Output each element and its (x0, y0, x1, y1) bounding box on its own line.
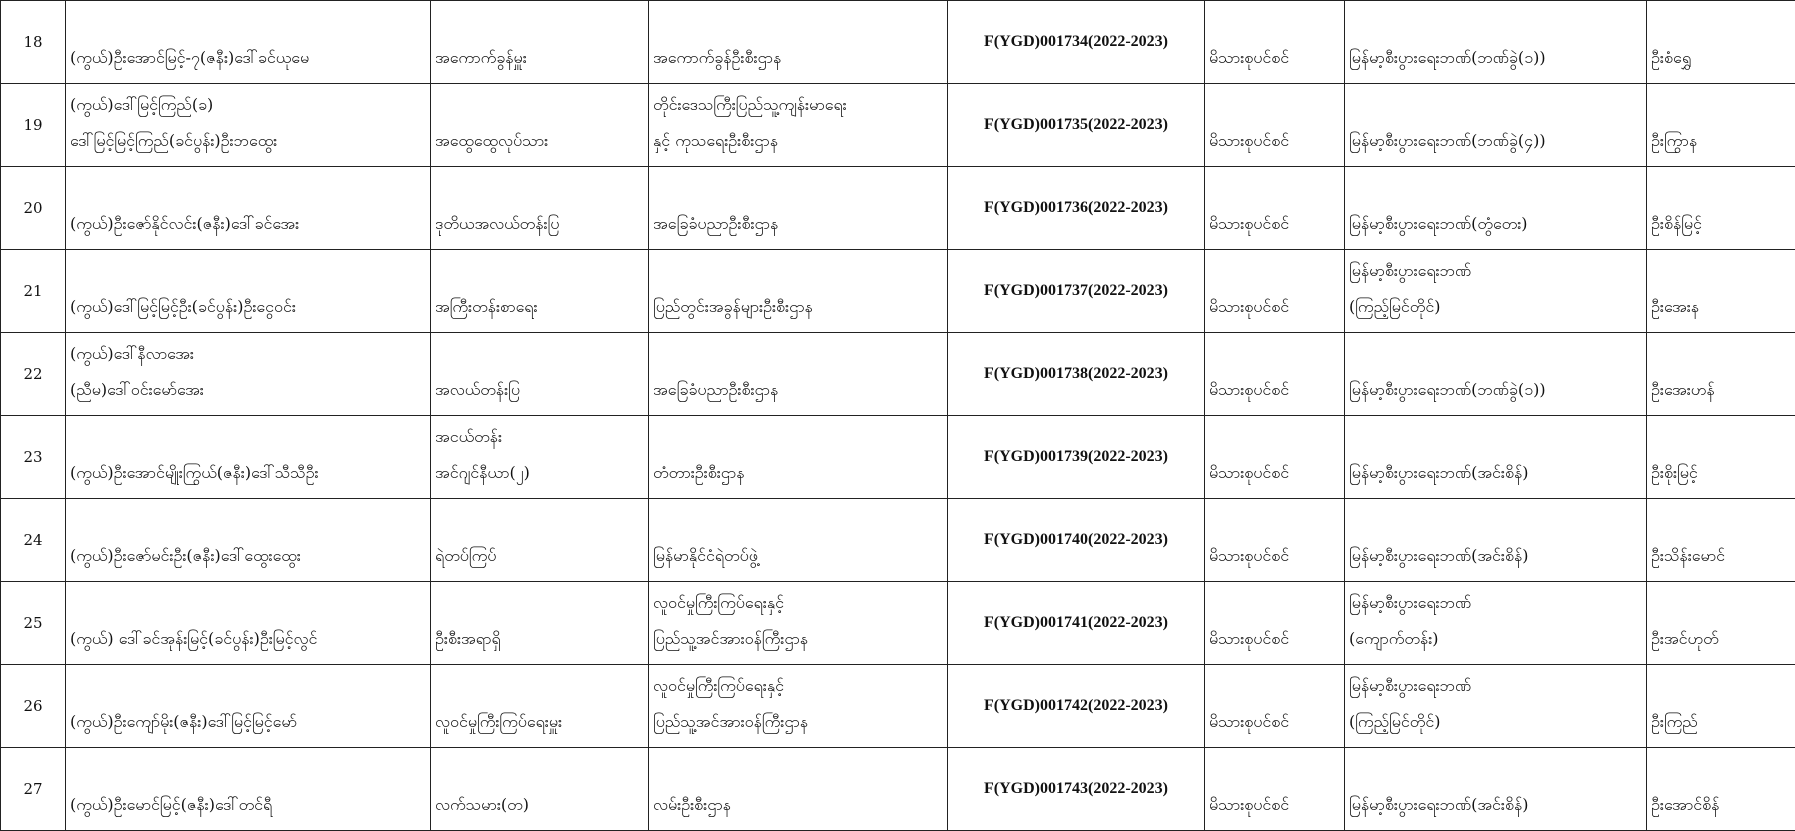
row-number: 26 (1, 697, 65, 715)
payment-office-line: မြန်မာ့စီးပွားရေးဘဏ်(ဘဏ်ခွဲ(၁)) (1349, 372, 1642, 408)
deceased-name-cell (66, 84, 431, 167)
department-line: ပြည်သူ့အင်အားဝန်ကြီးဌာန (653, 621, 943, 657)
deceased-name-lines (70, 1, 426, 83)
department-line: အခြေခံပညာဦးစီးဌာန (653, 206, 943, 242)
department-lines (653, 84, 943, 166)
position-cell (431, 499, 649, 582)
payment-office-cell (1345, 499, 1647, 582)
deceased-name-lines (70, 416, 426, 498)
position-cell (431, 84, 649, 167)
receiver-name-cell (1647, 1, 1795, 84)
table-row (1, 416, 1795, 499)
table-row (1, 84, 1795, 167)
registration-cell (948, 665, 1205, 748)
receiver-name: ဦးကြွာန (1651, 123, 1791, 159)
deceased-name-line: ဒေါ်မြင့်မြင့်ကြည်(ခင်ပွန်း)ဦးဘထွေး (70, 123, 426, 159)
deceased-name-lines (70, 167, 426, 249)
registration-number: F(YGD)001737(2022-2023) (952, 282, 1200, 300)
position-line: လူဝင်မှုကြီးကြပ်ရေးမှူး (435, 704, 644, 740)
registration-cell (948, 416, 1205, 499)
pension-type-cell (1205, 250, 1345, 333)
deceased-name-lines (70, 582, 426, 664)
department-lines (653, 665, 943, 747)
pension-type-lines (1209, 250, 1340, 332)
payment-office-lines (1349, 333, 1642, 415)
pension-type: မိသားစုပင်စင် (1209, 538, 1340, 574)
payment-office-line: မြန်မာ့စီးပွားရေးဘဏ်(ဘဏ်ခွဲ(၁)) (1349, 40, 1642, 76)
receiver-name-cell (1647, 416, 1795, 499)
row-number-cell (1, 250, 66, 333)
row-number-cell (1, 416, 66, 499)
registration-number: F(YGD)001738(2022-2023) (952, 365, 1200, 383)
receiver-name-cell (1647, 499, 1795, 582)
table-row (1, 748, 1795, 831)
table-row (1, 582, 1795, 665)
pension-type-lines (1209, 499, 1340, 581)
payment-office-lines (1349, 665, 1642, 747)
department-line: အခြေခံပညာဦးစီးဌာန (653, 372, 943, 408)
position-line: ဦးစီးအရာရှိ (435, 621, 644, 657)
deceased-name-line: (ကွယ်)ဒေါ်မြင့်ကြည်(ခ) (70, 87, 426, 123)
position-lines (435, 84, 644, 166)
table-row (1, 167, 1795, 250)
department-cell (649, 582, 948, 665)
deceased-name-cell (66, 499, 431, 582)
row-number-cell (1, 84, 66, 167)
row-number: 18 (1, 33, 65, 51)
registration-number: F(YGD)001743(2022-2023) (952, 780, 1200, 798)
department-lines (653, 499, 943, 581)
deceased-name-cell (66, 1, 431, 84)
pension-type: မိသားစုပင်စင် (1209, 455, 1340, 491)
position-lines (435, 250, 644, 332)
row-number: 19 (1, 116, 65, 134)
department-cell (649, 499, 948, 582)
payment-office-line: (ကြည့်မြင်တိုင်) (1349, 704, 1642, 740)
deceased-name-cell (66, 167, 431, 250)
pension-type-lines (1209, 167, 1340, 249)
position-line: အကောက်ခွန်မှူး (435, 40, 644, 76)
payment-office-cell (1345, 665, 1647, 748)
payment-office-line: (ကြည့်မြင်တိုင်) (1349, 289, 1642, 325)
pension-type: မိသားစုပင်စင် (1209, 372, 1340, 408)
deceased-name-line: (ကွယ်)ဒေါ်နီလာအေး (70, 336, 426, 372)
deceased-name-lines (70, 333, 426, 415)
position-line: အလယ်တန်းပြ (435, 372, 644, 408)
department-line: လူဝင်မှုကြီးကြပ်ရေးနှင့် (653, 668, 943, 704)
position-line: ရဲတပ်ကြပ် (435, 538, 644, 574)
row-number: 24 (1, 531, 65, 549)
registration-cell (948, 1, 1205, 84)
table-row (1, 499, 1795, 582)
deceased-name-line: (ညီမ)ဒေါ်ဝင်းမော်အေး (70, 372, 426, 408)
table-body (1, 1, 1795, 831)
position-cell (431, 416, 649, 499)
department-lines (653, 167, 943, 249)
pension-type-cell (1205, 499, 1345, 582)
position-lines (435, 748, 644, 830)
position-lines (435, 582, 644, 664)
deceased-name-cell (66, 582, 431, 665)
payment-office-line: (ကျောက်တန်း) (1349, 621, 1642, 657)
position-lines (435, 167, 644, 249)
row-number: 20 (1, 199, 65, 217)
payment-office-line: မြန်မာ့စီးပွားရေးဘဏ် (1349, 253, 1642, 289)
receiver-name: ဦးစိန်မြင့် (1651, 206, 1791, 242)
payment-office-lines (1349, 499, 1642, 581)
deceased-name-line: (ကွယ်)ဒေါ်မြင့်မြင့်ဦး(ခင်ပွန်း)ဦးငွေဝင်း (70, 289, 426, 325)
registration-cell (948, 748, 1205, 831)
pension-type-lines (1209, 582, 1340, 664)
registration-number: F(YGD)001735(2022-2023) (952, 116, 1200, 134)
payment-office-lines (1349, 1, 1642, 83)
position-cell (431, 1, 649, 84)
department-line: တိုင်းဒေသကြီးပြည်သူ့ကျန်းမာရေး (653, 87, 943, 123)
receiver-name-cell (1647, 167, 1795, 250)
receiver-name-cell (1647, 582, 1795, 665)
deceased-name-line: (ကွယ်)ဦးဇော်မင်းဦး(ဇနီး)ဒေါ်ထွေးထွေး (70, 538, 426, 574)
payment-office-line: မြန်မာ့စီးပွားရေးဘဏ်(တွံတေး) (1349, 206, 1642, 242)
receiver-name-cell (1647, 748, 1795, 831)
department-line: ပြည်တွင်းအခွန်များဦးစီးဌာန (653, 289, 943, 325)
receiver-name-lines (1651, 250, 1791, 332)
department-lines (653, 250, 943, 332)
row-number-cell (1, 665, 66, 748)
pension-type: မိသားစုပင်စင် (1209, 289, 1340, 325)
payment-office-cell (1345, 416, 1647, 499)
deceased-name-lines (70, 250, 426, 332)
payment-office-cell (1345, 84, 1647, 167)
department-line: မြန်မာနိုင်ငံရဲတပ်ဖွဲ့ (653, 538, 943, 574)
payment-office-cell (1345, 333, 1647, 416)
deceased-name-lines (70, 84, 426, 166)
registration-cell (948, 582, 1205, 665)
position-line: ဒုတိယအလယ်တန်းပြ (435, 206, 644, 242)
payment-office-line: မြန်မာ့စီးပွားရေးဘဏ် (1349, 585, 1642, 621)
receiver-name-cell (1647, 250, 1795, 333)
pension-type-lines (1209, 1, 1340, 83)
receiver-name: ဦးစံရွှေ (1651, 40, 1791, 76)
registration-number: F(YGD)001742(2022-2023) (952, 697, 1200, 715)
pension-type-cell (1205, 167, 1345, 250)
position-line: အထွေထွေလုပ်သား (435, 123, 644, 159)
pension-type: မိသားစုပင်စင် (1209, 206, 1340, 242)
position-cell (431, 250, 649, 333)
payment-office-line: မြန်မာ့စီးပွားရေးဘဏ်(အင်းစိန်) (1349, 538, 1642, 574)
position-lines (435, 1, 644, 83)
position-line: အကြီးတန်းစာရေး (435, 289, 644, 325)
department-line: တံတားဦးစီးဌာန (653, 455, 943, 491)
receiver-name: ဦးအောင်စိန် (1651, 787, 1791, 823)
registration-number: F(YGD)001734(2022-2023) (952, 33, 1200, 51)
department-cell (649, 1, 948, 84)
position-line: လက်သမား(တ) (435, 787, 644, 823)
table-row (1, 1, 1795, 84)
deceased-name-line: (ကွယ်)ဦးမောင်မြင့်(ဇနီး)ဒေါ်တင်ရီ (70, 787, 426, 823)
position-line: အငယ်တန်း (435, 419, 644, 455)
receiver-name-lines (1651, 499, 1791, 581)
pension-type: မိသားစုပင်စင် (1209, 704, 1340, 740)
receiver-name: ဦးအင်ဟုတ် (1651, 621, 1791, 657)
receiver-name-lines (1651, 416, 1791, 498)
deceased-name-line: (ကွယ်)ဦးကျော်မိုး(ဇနီး)ဒေါ်မြင့်မြင့်မော် (70, 704, 426, 740)
receiver-name: ဦးကြည် (1651, 704, 1791, 740)
pension-type-lines (1209, 416, 1340, 498)
position-cell (431, 665, 649, 748)
receiver-name: ဦးသိန်းမောင် (1651, 538, 1791, 574)
pension-type-cell (1205, 416, 1345, 499)
department-line: နှင့် ကုသရေးဦးစီးဌာန (653, 123, 943, 159)
receiver-name-lines (1651, 582, 1791, 664)
table-row (1, 665, 1795, 748)
payment-office-cell (1345, 167, 1647, 250)
deceased-name-line: (ကွယ်)ဦးအောင်မျိုးကြွယ်(ဇနီး)ဒေါ်သီသီဦး (70, 455, 426, 491)
table-row (1, 333, 1795, 416)
pension-type-cell (1205, 1, 1345, 84)
department-lines (653, 1, 943, 83)
row-number: 22 (1, 365, 65, 383)
receiver-name-lines (1651, 1, 1791, 83)
payment-office-lines (1349, 748, 1642, 830)
deceased-name-cell (66, 416, 431, 499)
payment-office-line: မြန်မာ့စီးပွားရေးဘဏ်(အင်းစိန်) (1349, 455, 1642, 491)
receiver-name-lines (1651, 84, 1791, 166)
receiver-name-cell (1647, 333, 1795, 416)
registration-cell (948, 499, 1205, 582)
deceased-name-lines (70, 665, 426, 747)
department-line: လမ်းဦးစီးဌာန (653, 787, 943, 823)
department-cell (649, 416, 948, 499)
receiver-name: ဦးအေးန (1651, 289, 1791, 325)
receiver-name-lines (1651, 333, 1791, 415)
receiver-name: ဦးစိုးမြင့် (1651, 455, 1791, 491)
deceased-name-cell (66, 250, 431, 333)
department-line: အကောက်ခွန်ဦးစီးဌာန (653, 40, 943, 76)
payment-office-line: မြန်မာ့စီးပွားရေးဘဏ် (1349, 668, 1642, 704)
department-cell (649, 167, 948, 250)
receiver-name: ဦးအေးဟန် (1651, 372, 1791, 408)
deceased-name-cell (66, 665, 431, 748)
position-lines (435, 499, 644, 581)
department-cell (649, 250, 948, 333)
deceased-name-line: (ကွယ်)ဦးဇော်နိုင်လင်း(ဇနီး)ဒေါ်ခင်အေး (70, 206, 426, 242)
department-cell (649, 84, 948, 167)
department-line: လူဝင်မှုကြီးကြပ်ရေးနှင့် (653, 585, 943, 621)
pension-type: မိသားစုပင်စင် (1209, 787, 1340, 823)
pension-type-cell (1205, 84, 1345, 167)
pension-type-cell (1205, 582, 1345, 665)
pension-type-lines (1209, 748, 1340, 830)
department-line: ပြည်သူ့အင်အားဝန်ကြီးဌာန (653, 704, 943, 740)
position-cell (431, 167, 649, 250)
registration-cell (948, 84, 1205, 167)
department-lines (653, 416, 943, 498)
registration-cell (948, 250, 1205, 333)
pension-type-cell (1205, 333, 1345, 416)
payment-office-cell (1345, 1, 1647, 84)
pension-type-cell (1205, 665, 1345, 748)
deceased-name-lines (70, 748, 426, 830)
pension-type: မိသားစုပင်စင် (1209, 621, 1340, 657)
position-cell (431, 582, 649, 665)
payment-office-cell (1345, 250, 1647, 333)
pension-type-lines (1209, 84, 1340, 166)
row-number: 21 (1, 282, 65, 300)
row-number: 27 (1, 780, 65, 798)
pension-type-cell (1205, 748, 1345, 831)
pension-type-lines (1209, 665, 1340, 747)
payment-office-lines (1349, 416, 1642, 498)
pension-type: မိသားစုပင်စင် (1209, 40, 1340, 76)
department-cell (649, 665, 948, 748)
receiver-name-cell (1647, 665, 1795, 748)
position-cell (431, 748, 649, 831)
registration-number: F(YGD)001739(2022-2023) (952, 448, 1200, 466)
department-cell (649, 748, 948, 831)
payment-office-lines (1349, 582, 1642, 664)
deceased-name-lines (70, 499, 426, 581)
registration-number: F(YGD)001740(2022-2023) (952, 531, 1200, 549)
row-number-cell (1, 167, 66, 250)
deceased-name-line: (ကွယ်)ဦးအောင်မြင့်-၇(ဇနီး)ဒေါ်ခင်ယုမေ (70, 40, 426, 76)
position-lines (435, 333, 644, 415)
payment-office-cell (1345, 582, 1647, 665)
receiver-name-lines (1651, 748, 1791, 830)
table-row (1, 250, 1795, 333)
registration-number: F(YGD)001736(2022-2023) (952, 199, 1200, 217)
row-number-cell (1, 333, 66, 416)
department-lines (653, 748, 943, 830)
receiver-name-lines (1651, 167, 1791, 249)
row-number: 25 (1, 614, 65, 632)
receiver-name-lines (1651, 665, 1791, 747)
row-number: 23 (1, 448, 65, 466)
position-lines (435, 416, 644, 498)
receiver-name-cell (1647, 84, 1795, 167)
department-cell (649, 333, 948, 416)
department-lines (653, 333, 943, 415)
deceased-name-line: (ကွယ်) ဒေါ်ခင်အုန်းမြင့်(ခင်ပွန်း)ဦးမြင့်လွင် (70, 621, 426, 657)
payment-office-cell (1345, 748, 1647, 831)
department-lines (653, 582, 943, 664)
row-number-cell (1, 582, 66, 665)
payment-office-lines (1349, 167, 1642, 249)
registration-cell (948, 167, 1205, 250)
pension-type: မိသားစုပင်စင် (1209, 123, 1340, 159)
position-cell (431, 333, 649, 416)
payment-office-line: မြန်မာ့စီးပွားရေးဘဏ်(ဘဏ်ခွဲ(၄)) (1349, 123, 1642, 159)
payment-office-lines (1349, 84, 1642, 166)
deceased-name-cell (66, 748, 431, 831)
pension-type-lines (1209, 333, 1340, 415)
payment-office-lines (1349, 250, 1642, 332)
deceased-name-cell (66, 333, 431, 416)
payment-office-line: မြန်မာ့စီးပွားရေးဘဏ်(အင်းစိန်) (1349, 787, 1642, 823)
row-number-cell (1, 499, 66, 582)
row-number-cell (1, 1, 66, 84)
position-lines (435, 665, 644, 747)
registration-number: F(YGD)001741(2022-2023) (952, 614, 1200, 632)
position-line: အင်ဂျင်နီယာ(၂) (435, 455, 644, 491)
row-number-cell (1, 748, 66, 831)
registration-cell (948, 333, 1205, 416)
